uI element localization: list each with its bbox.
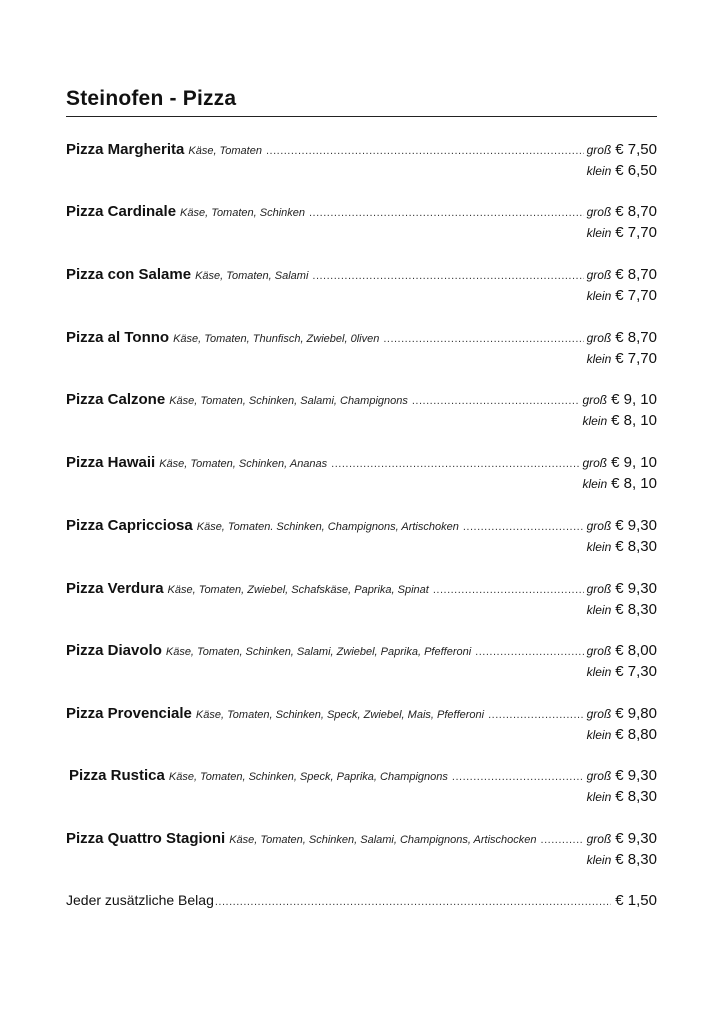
dot-leader	[541, 834, 584, 846]
price-small: € 8,30	[615, 538, 657, 555]
size-large-label: groß	[586, 832, 612, 846]
item-name: Pizza Rustica	[69, 767, 165, 784]
item-name: Pizza Margherita	[66, 141, 185, 158]
title-divider	[66, 116, 657, 117]
size-small-label: klein	[586, 853, 612, 867]
dot-leader	[412, 395, 580, 407]
size-large-label: groß	[582, 393, 608, 407]
menu-item	[66, 705, 657, 747]
dot-leader	[463, 521, 584, 533]
extra-topping-label: Jeder zusätzliche Belag	[66, 892, 214, 908]
dot-leader	[215, 896, 611, 908]
item-name: Pizza Verdura	[66, 580, 164, 597]
item-ingredients: Käse, Tomaten, Salami	[195, 270, 309, 282]
size-large-label: groß	[586, 268, 612, 282]
price-large: € 7,50	[615, 141, 657, 158]
item-ingredients: Käse, Tomaten, Schinken, Speck, Paprika, Champignons	[168, 771, 448, 783]
price-small: € 8, 10	[611, 475, 657, 492]
price-large: € 8,70	[615, 329, 657, 346]
size-small-label: klein	[586, 665, 612, 679]
dot-leader	[452, 771, 584, 783]
price-large: € 8,00	[615, 642, 657, 659]
size-large-label: groß	[586, 769, 612, 783]
dot-leader	[309, 207, 584, 219]
size-small-label: klein	[586, 790, 612, 804]
price-large: € 9,80	[615, 705, 657, 722]
price-large: € 9,30	[615, 580, 657, 597]
size-small-label: klein	[586, 728, 612, 742]
price-small: € 8,30	[615, 601, 657, 618]
item-ingredients: Käse, Tomaten, Schinken, Speck, Zwiebel, Mais, Pfefferoni	[195, 709, 485, 721]
size-small-label: klein	[586, 603, 612, 617]
price-small: € 8,80	[615, 726, 657, 743]
price-small: € 6,50	[615, 162, 657, 179]
price-small: € 7,70	[615, 350, 657, 367]
item-ingredients: Käse, Tomaten, Schinken, Salami, Champignons	[169, 395, 408, 407]
price-large: € 9,30	[615, 767, 657, 784]
size-large-label: groß	[586, 143, 612, 157]
size-large-label: groß	[586, 331, 612, 345]
price-small: € 7,30	[615, 663, 657, 680]
dot-leader	[266, 145, 584, 157]
size-large-label: groß	[586, 519, 612, 533]
price-large: € 8,70	[615, 266, 657, 283]
item-name: Pizza Calzone	[66, 391, 166, 408]
item-ingredients: Käse, Tomaten	[188, 145, 262, 157]
price-large: € 9,30	[615, 830, 657, 847]
size-small-label: klein	[586, 352, 612, 366]
dot-leader	[433, 584, 584, 596]
size-small-label: klein	[586, 164, 612, 178]
price-small: € 8,30	[615, 851, 657, 868]
menu-item	[66, 830, 657, 872]
item-ingredients: Käse, Tomaten, Schinken, Salami, Champignons, Artischocken	[229, 834, 537, 846]
price-large: € 9, 10	[611, 391, 657, 408]
menu-item	[66, 454, 657, 496]
page-title: Steinofen - Pizza	[66, 87, 237, 110]
item-ingredients: Käse, Tomaten, Schinken, Salami, Zwiebel, Paprika, Pfefferoni	[165, 646, 472, 658]
menu-item	[69, 767, 657, 809]
size-small-label: klein	[586, 540, 612, 554]
price-large: € 9, 10	[611, 454, 657, 471]
item-name: Pizza Provenciale	[66, 705, 192, 722]
size-large-label: groß	[586, 582, 612, 596]
dot-leader	[488, 709, 584, 721]
size-large-label: groß	[586, 707, 612, 721]
item-ingredients: Käse, Tomaten, Schinken	[180, 207, 305, 219]
price-small: € 7,70	[615, 224, 657, 241]
menu-item	[66, 141, 657, 183]
size-large-label: groß	[586, 644, 612, 658]
size-small-label: klein	[586, 289, 612, 303]
item-name: Pizza Cardinale	[66, 203, 177, 220]
price-large: € 9,30	[615, 517, 657, 534]
size-small-label: klein	[582, 414, 608, 428]
dot-leader	[475, 646, 583, 658]
dot-leader	[331, 458, 579, 470]
menu-item	[66, 329, 657, 371]
menu-item	[66, 642, 657, 684]
item-name: Pizza al Tonno	[66, 329, 170, 346]
size-large-label: groß	[582, 456, 608, 470]
item-name: Pizza Diavolo	[66, 642, 162, 659]
item-name: Pizza Quattro Stagioni	[66, 830, 226, 847]
menu-item	[66, 203, 657, 245]
price-small: € 8,30	[615, 788, 657, 805]
size-small-label: klein	[586, 226, 612, 240]
price-large: € 8,70	[615, 203, 657, 220]
item-ingredients: Käse, Tomaten, Schinken, Ananas	[159, 458, 328, 470]
item-ingredients: Käse, Tomaten, Zwiebel, Schafskäse, Paprika, Spinat	[167, 584, 429, 596]
size-large-label: groß	[586, 205, 612, 219]
menu-item	[66, 580, 657, 622]
menu-item	[66, 266, 657, 308]
dot-leader	[312, 270, 583, 282]
item-ingredients: Käse, Tomaten. Schinken, Champignons, Artischoken	[196, 521, 459, 533]
extra-topping-price: € 1,50	[615, 892, 657, 909]
item-name: Pizza Capricciosa	[66, 517, 193, 534]
dot-leader	[383, 333, 583, 345]
menu-item	[66, 517, 657, 559]
size-small-label: klein	[582, 477, 608, 491]
extra-topping-row	[66, 892, 657, 909]
item-name: Pizza Hawaii	[66, 454, 156, 471]
item-name: Pizza con Salame	[66, 266, 192, 283]
price-small: € 7,70	[615, 287, 657, 304]
menu-item	[66, 391, 657, 433]
item-ingredients: Käse, Tomaten, Thunfisch, Zwiebel, 0liven	[173, 333, 380, 345]
price-small: € 8, 10	[611, 412, 657, 429]
